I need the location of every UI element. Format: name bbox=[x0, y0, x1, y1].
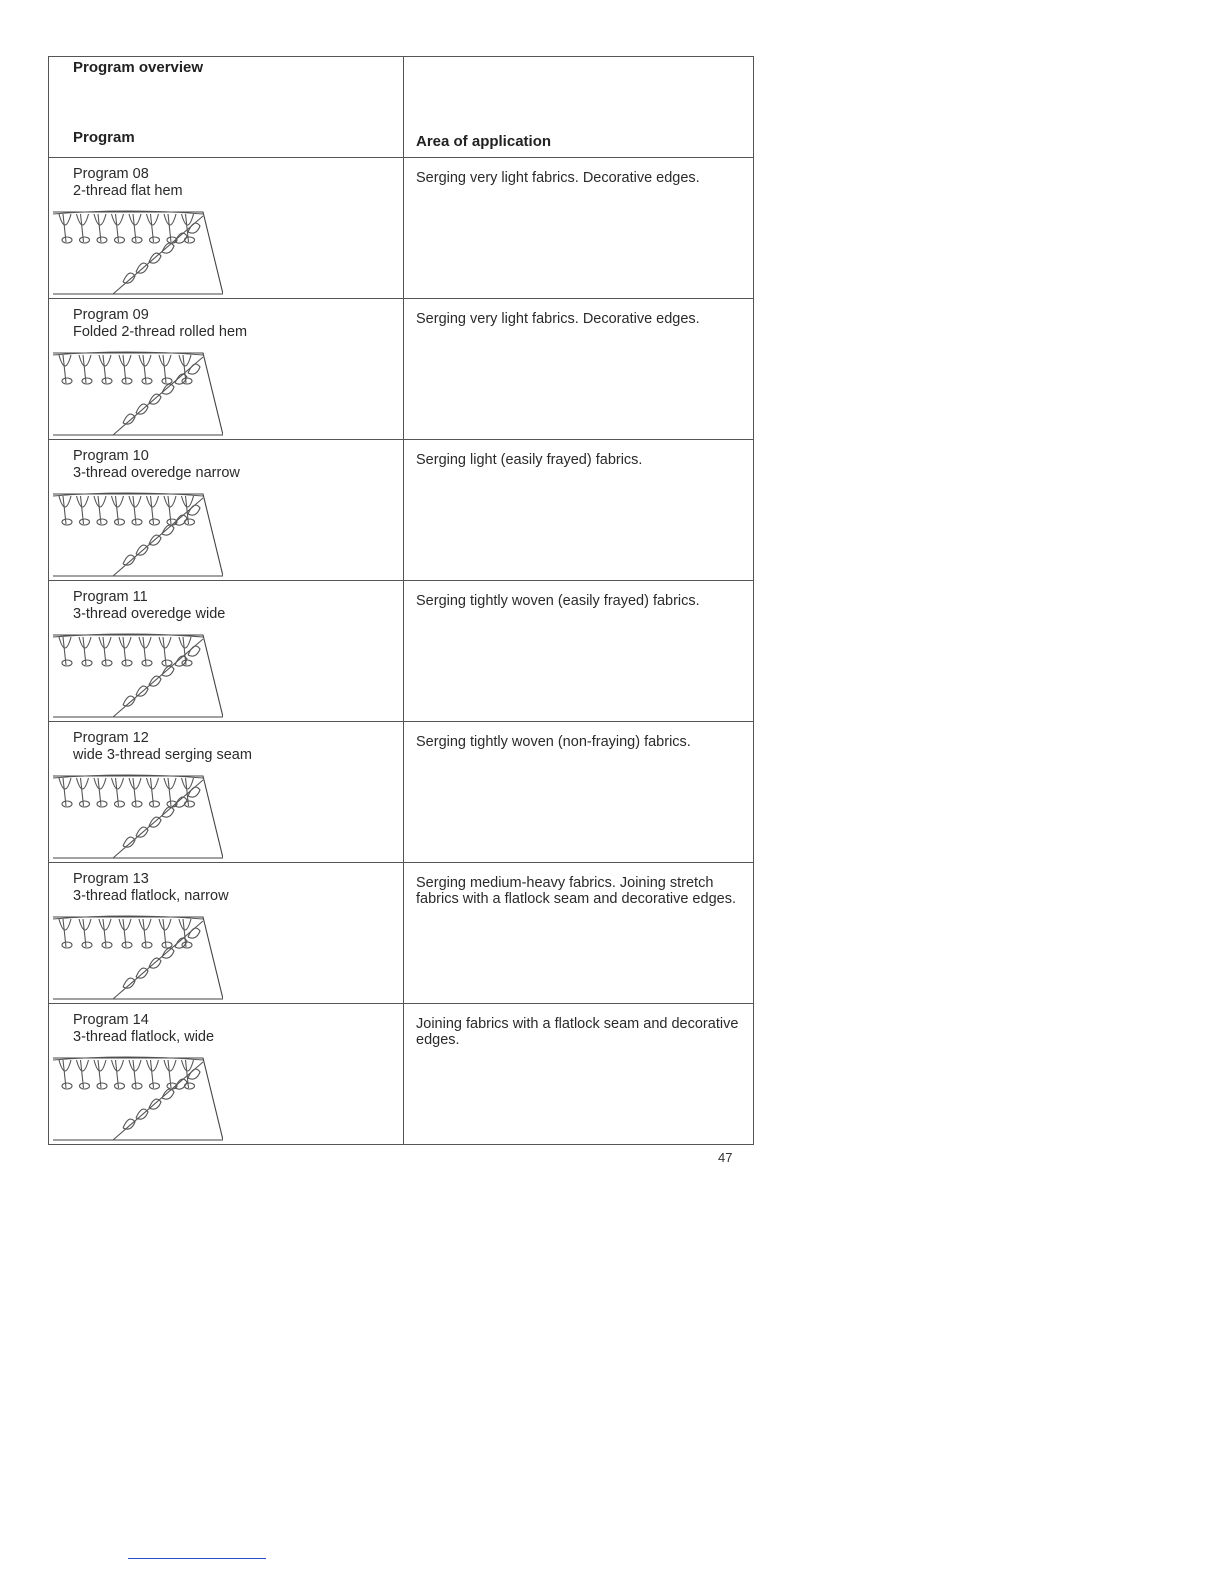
application-text: Serging light (easily frayed) fabrics. bbox=[416, 452, 643, 468]
application-text: Serging medium-heavy fabrics. Joining stretch fabrics with a flatlock seam and decorative edges. bbox=[416, 875, 736, 907]
program-number: Program 10 bbox=[73, 448, 149, 464]
table-header-row bbox=[49, 57, 754, 158]
program-cell bbox=[49, 440, 404, 581]
two-thread-flat-hem-stitch-icon bbox=[53, 202, 223, 298]
program-overview-table bbox=[48, 56, 754, 1145]
program-description: 3-thread overedge narrow bbox=[73, 465, 240, 481]
program-number: Program 08 bbox=[73, 166, 149, 182]
program-cell bbox=[49, 863, 404, 1004]
application-cell bbox=[404, 158, 754, 299]
program-number: Program 14 bbox=[73, 1012, 149, 1028]
application-text: Serging very light fabrics. Decorative edges. bbox=[416, 170, 700, 186]
program-number: Program 09 bbox=[73, 307, 149, 323]
program-description: 3-thread flatlock, wide bbox=[73, 1029, 215, 1045]
header-program-cell bbox=[49, 57, 404, 158]
three-thread-overedge-wide-stitch-icon bbox=[53, 625, 223, 721]
program-number: Program 13 bbox=[73, 871, 149, 887]
program-number: Program 11 bbox=[73, 589, 148, 605]
table-row bbox=[49, 299, 754, 440]
application-cell bbox=[404, 581, 754, 722]
table-row bbox=[49, 722, 754, 863]
table-row bbox=[49, 581, 754, 722]
flatlock-wide-stitch-icon bbox=[53, 1048, 223, 1144]
folded-rolled-hem-stitch-icon bbox=[53, 343, 223, 439]
application-text: Joining fabrics with a flatlock seam and decorative edges. bbox=[416, 1016, 739, 1048]
application-cell bbox=[404, 440, 754, 581]
application-cell bbox=[404, 722, 754, 863]
program-cell bbox=[49, 158, 404, 299]
application-cell bbox=[404, 863, 754, 1004]
table-row bbox=[49, 1004, 754, 1145]
program-number: Program 12 bbox=[73, 730, 149, 746]
application-text: Serging tightly woven (easily frayed) fabrics. bbox=[416, 593, 700, 609]
page-title: Program overview bbox=[73, 59, 204, 76]
page-number: 47 bbox=[718, 1150, 733, 1165]
table-row bbox=[49, 863, 754, 1004]
program-description: 3-thread overedge wide bbox=[73, 606, 226, 622]
program-description: 2-thread flat hem bbox=[73, 183, 183, 199]
flatlock-narrow-stitch-icon bbox=[53, 907, 223, 1003]
application-cell bbox=[404, 299, 754, 440]
program-description: 3-thread flatlock, narrow bbox=[73, 888, 229, 904]
three-thread-overedge-narrow-stitch-icon bbox=[53, 484, 223, 580]
application-text: Serging very light fabrics. Decorative edges. bbox=[416, 311, 700, 327]
program-description: wide 3-thread serging seam bbox=[73, 747, 252, 763]
application-text: Serging tightly woven (non-fraying) fabrics. bbox=[416, 734, 691, 750]
program-cell bbox=[49, 581, 404, 722]
column-header-program: Program bbox=[73, 129, 135, 146]
header-application-cell bbox=[404, 57, 754, 158]
table-row bbox=[49, 158, 754, 299]
program-cell bbox=[49, 1004, 404, 1145]
table-row bbox=[49, 440, 754, 581]
footer-link-underline bbox=[128, 1558, 266, 1559]
wide-serging-seam-stitch-icon bbox=[53, 766, 223, 862]
column-header-application: Area of application bbox=[416, 133, 552, 150]
program-cell bbox=[49, 299, 404, 440]
application-cell bbox=[404, 1004, 754, 1145]
program-description: Folded 2-thread rolled hem bbox=[73, 324, 248, 340]
program-cell bbox=[49, 722, 404, 863]
